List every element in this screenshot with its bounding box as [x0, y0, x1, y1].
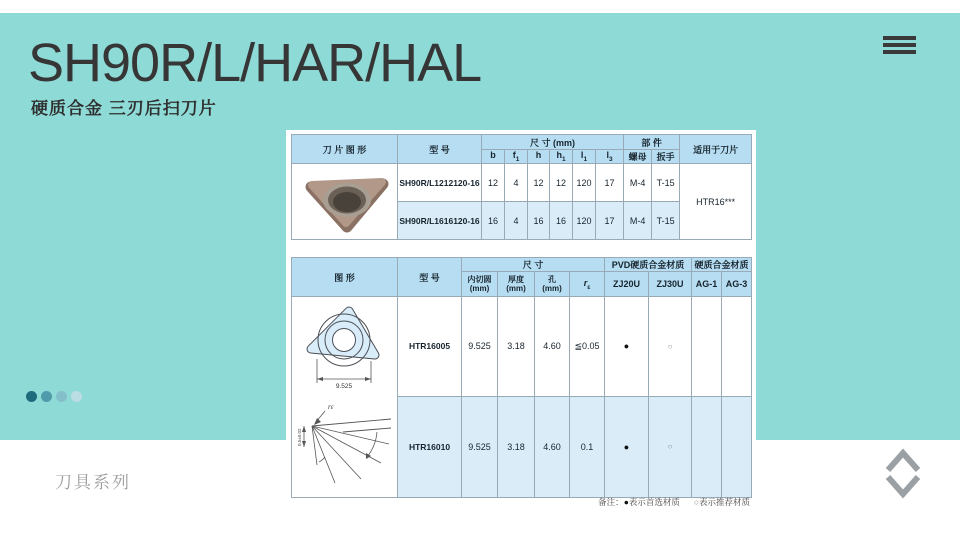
- model-cell: SH90R/L1616120-16: [398, 202, 482, 240]
- th-parts-group: 部 件: [624, 135, 680, 150]
- grade-recommended-mark: ○: [649, 297, 692, 397]
- th-dim-l3: $l_3$: [596, 150, 624, 164]
- th-dim-h1: $h_1$: [550, 150, 573, 164]
- recommended-text: 表示推荐材质: [698, 497, 750, 507]
- menu-bar: [883, 43, 916, 47]
- value-cell: 17: [596, 164, 624, 202]
- value-cell: 4: [505, 164, 528, 202]
- th-inscribed-circle: 内切圆 (mm): [462, 272, 498, 297]
- th-model: 型 号: [398, 135, 482, 164]
- value-cell: 16: [528, 202, 550, 240]
- preferred-text: 表示首选材质: [628, 497, 680, 507]
- value-cell: ≦0.05: [570, 297, 605, 397]
- value-cell: 4.60: [535, 396, 570, 497]
- preferred-dot-icon: ●: [623, 497, 629, 507]
- value-cell: 16: [482, 202, 505, 240]
- page-subtitle: 硬质合金 三刃后扫刀片: [31, 99, 217, 118]
- th-nut: 螺母: [624, 150, 652, 164]
- grade-recommended-mark: ○: [649, 396, 692, 497]
- tables-panel: [286, 130, 756, 510]
- chevron-up-icon[interactable]: [888, 453, 918, 470]
- pagination-dot-4[interactable]: [71, 391, 82, 402]
- holder-dimensions-table: [291, 134, 752, 240]
- insert-top-view-drawing: [295, 297, 395, 397]
- th-dim-h: h: [528, 150, 550, 164]
- th-dim-f1: $f_1$: [505, 150, 528, 164]
- page-title: SH90R/L/HAR/HAL: [28, 33, 482, 93]
- carbide-insert-photo: [299, 166, 391, 236]
- recommended-circle-icon: ○: [693, 497, 699, 507]
- value-cell: 9.525: [462, 297, 498, 397]
- th-carbide-group: 硬质合金材质: [692, 258, 752, 272]
- series-label: 刀具系列: [55, 473, 131, 492]
- th-figure: 图 形: [292, 258, 398, 297]
- value-cell: 4: [505, 202, 528, 240]
- th-pvd-group: PVD硬质合金材质: [605, 258, 692, 272]
- th-insert-image: 刀 片 图 形: [292, 135, 398, 164]
- chevron-down-icon[interactable]: [888, 477, 918, 494]
- insert-profile-drawing: [295, 399, 395, 495]
- value-cell: 12: [528, 164, 550, 202]
- value-cell: 16: [550, 202, 573, 240]
- grade-preferred-mark: ●: [605, 396, 649, 497]
- fit-value-cell: HTR16***: [680, 164, 752, 240]
- value-cell: [722, 297, 752, 397]
- menu-bar: [883, 50, 916, 54]
- th-dim-b: b: [482, 150, 505, 164]
- th-corner-radius: $r_\varepsilon$: [570, 272, 605, 297]
- note-label: 备注：: [598, 497, 624, 507]
- menu-bar: [883, 36, 916, 40]
- th-grade-zj20u: ZJ20U: [605, 272, 649, 297]
- value-cell: [722, 396, 752, 497]
- svg-text:0.5±0.02: 0.5±0.02: [296, 428, 302, 446]
- value-cell: 120: [573, 164, 596, 202]
- svg-text:rε: rε: [327, 403, 333, 411]
- pagination-dot-2[interactable]: [41, 391, 52, 402]
- th-thickness: 厚度 (mm): [498, 272, 535, 297]
- th-dim-l1: $l_1$: [573, 150, 596, 164]
- value-cell: [692, 396, 722, 497]
- th-model: 型 号: [398, 258, 462, 297]
- svg-text:9.525: 9.525: [335, 383, 352, 390]
- model-cell: SH90R/L1212120-16: [398, 164, 482, 202]
- value-cell: 9.525: [462, 396, 498, 497]
- value-cell: 17: [596, 202, 624, 240]
- legend-note: [598, 496, 750, 508]
- value-cell: 3.18: [498, 297, 535, 397]
- pagination-dot-1[interactable]: [26, 391, 37, 402]
- model-cell: HTR16005: [398, 297, 462, 397]
- value-cell: M-4: [624, 202, 652, 240]
- value-cell: M-4: [624, 164, 652, 202]
- grade-preferred-mark: ●: [605, 297, 649, 397]
- th-fit: 适用于刀片: [680, 135, 752, 164]
- insert-drawing-cell: [292, 297, 398, 498]
- value-cell: 12: [550, 164, 573, 202]
- value-cell: [692, 297, 722, 397]
- value-cell: 4.60: [535, 297, 570, 397]
- th-hole: 孔 (mm): [535, 272, 570, 297]
- value-cell: 120: [573, 202, 596, 240]
- th-grade-zj30u: ZJ30U: [649, 272, 692, 297]
- value-cell: T-15: [652, 202, 680, 240]
- menu-icon[interactable]: [883, 36, 916, 57]
- value-cell: 0.1: [570, 396, 605, 497]
- model-cell: HTR16010: [398, 396, 462, 497]
- th-dims-group: 尺 寸 (mm): [482, 135, 624, 150]
- page-nav: [884, 446, 922, 505]
- th-grade-ag3: AG-3: [722, 272, 752, 297]
- pagination-dot-3[interactable]: [56, 391, 67, 402]
- insert-photo-cell: [292, 164, 398, 240]
- value-cell: 12: [482, 164, 505, 202]
- value-cell: T-15: [652, 164, 680, 202]
- th-grade-ag1: AG-1: [692, 272, 722, 297]
- pagination-dots: [26, 391, 82, 402]
- th-size-group: 尺 寸: [462, 258, 605, 272]
- value-cell: 3.18: [498, 396, 535, 497]
- insert-grades-table: [291, 257, 752, 498]
- th-wrench: 扳手: [652, 150, 680, 164]
